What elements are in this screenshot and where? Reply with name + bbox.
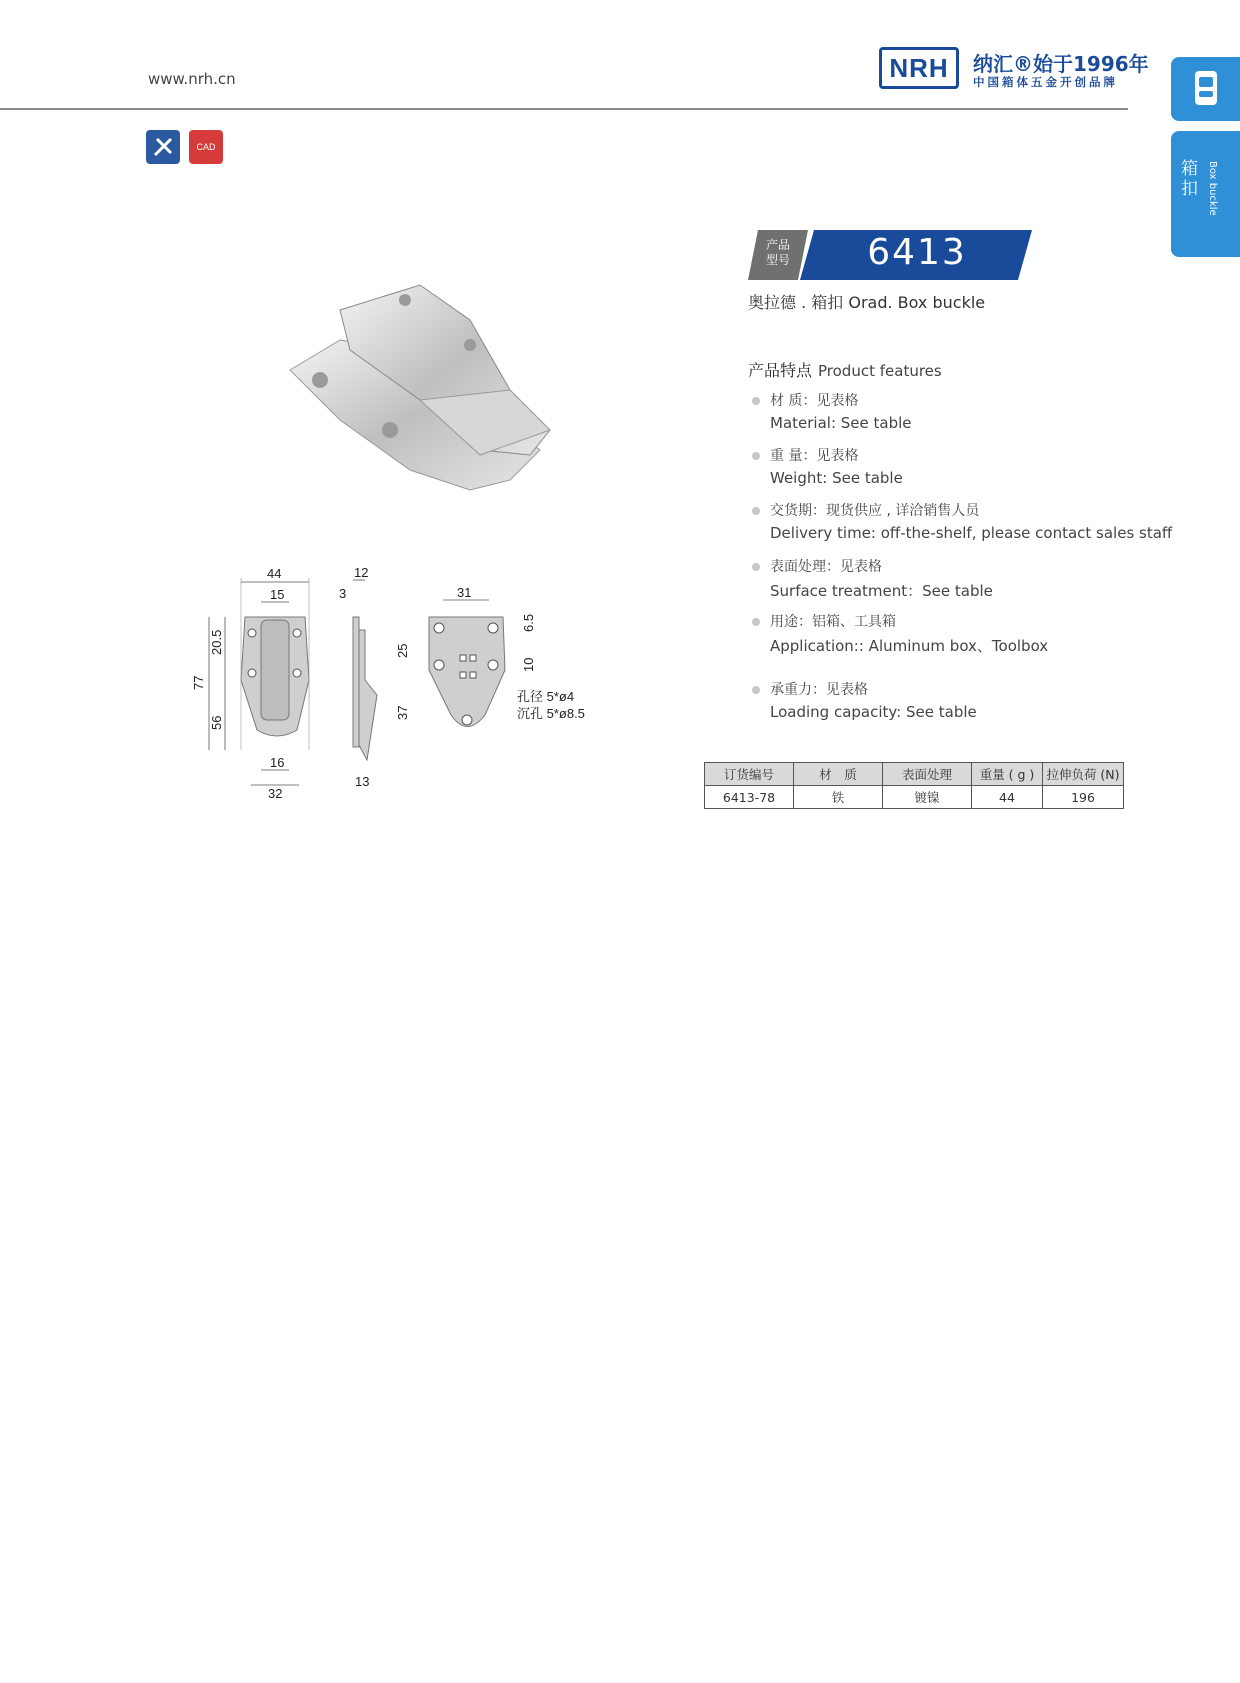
dim-56: 56 bbox=[209, 715, 224, 730]
cell-weight: 44 bbox=[972, 786, 1043, 809]
dim-25: 25 bbox=[395, 643, 410, 658]
dim-16: 16 bbox=[270, 755, 285, 770]
bullet-icon bbox=[752, 507, 760, 515]
cell-load: 196 bbox=[1043, 786, 1124, 809]
cell-order-no: 6413-78 bbox=[705, 786, 794, 809]
dim-31: 31 bbox=[457, 585, 472, 600]
feature-weight-zh: 重 量：见表格 bbox=[752, 445, 858, 465]
bullet-icon bbox=[752, 618, 760, 626]
side-tab-label-zh: 箱扣 bbox=[1181, 159, 1198, 199]
bullet-icon bbox=[752, 397, 760, 405]
table-header-row bbox=[705, 763, 1124, 786]
technical-drawing bbox=[185, 560, 605, 800]
feature-surface-en: Surface treatment：See table bbox=[770, 582, 993, 600]
header-divider bbox=[0, 108, 1128, 110]
dim-20-5: 20.5 bbox=[209, 629, 224, 655]
product-name: 奥拉德 . 箱扣 Orad. Box buckle bbox=[748, 293, 986, 312]
col-surface: 表面处理 bbox=[883, 763, 972, 786]
buckle-icon bbox=[1171, 57, 1240, 121]
side-tab-category[interactable] bbox=[1171, 131, 1240, 257]
feature-delivery-en: Delivery time: off-the-shelf, please contact sales staff bbox=[770, 524, 1173, 542]
col-weight: 重量 ( g ) bbox=[972, 763, 1043, 786]
side-tab-icon[interactable] bbox=[1171, 57, 1240, 121]
bullet-icon bbox=[752, 563, 760, 571]
bullet-icon bbox=[752, 452, 760, 460]
brand-logo: NRH bbox=[879, 47, 959, 89]
feature-delivery-zh: 交货期：现货供应 , 详洽销售人员 bbox=[752, 500, 979, 520]
cell-material: 铁 bbox=[794, 786, 883, 809]
hole-note-1: 孔径 5*ø4 bbox=[517, 689, 575, 704]
feature-surface-zh: 表面处理：见表格 bbox=[752, 556, 882, 576]
hole-note-2: 沉孔 5*ø8.5 bbox=[517, 706, 585, 721]
col-order-no: 订货编号 bbox=[705, 763, 794, 786]
feature-application-zh: 用途：铝箱、工具箱 bbox=[752, 611, 896, 631]
product-photo bbox=[280, 280, 620, 530]
feature-material-en: Material: See table bbox=[770, 414, 912, 432]
feature-loading-zh: 承重力：见表格 bbox=[752, 679, 868, 699]
dim-13: 13 bbox=[355, 774, 370, 789]
col-material: 材 质 bbox=[794, 763, 883, 786]
model-prefix-label: 产品 型号 bbox=[765, 238, 790, 267]
brand-slogan: 纳汇®始于1996年 bbox=[973, 52, 1149, 76]
dim-6-5: 6.5 bbox=[521, 613, 536, 632]
feature-material-zh: 材 质：见表格 bbox=[752, 390, 858, 410]
dim-10: 10 bbox=[521, 657, 536, 672]
cell-surface: 镀镍 bbox=[883, 786, 972, 809]
spec-table bbox=[704, 762, 1124, 809]
brand-tagline: 中国箱体五金开创品牌 bbox=[973, 75, 1118, 89]
bullet-icon bbox=[752, 686, 760, 694]
model-number: 6413 bbox=[867, 232, 967, 273]
feature-weight-en: Weight: See table bbox=[770, 469, 903, 487]
dim-15: 15 bbox=[270, 587, 285, 602]
cad-icon[interactable]: CAD bbox=[189, 130, 223, 164]
tools-icon[interactable] bbox=[146, 130, 180, 164]
feature-application-en: Application:: Aluminum box、Toolbox bbox=[770, 637, 1049, 655]
dim-44: 44 bbox=[267, 566, 282, 581]
site-url[interactable]: www.nrh.cn bbox=[148, 70, 236, 88]
dim-32: 32 bbox=[268, 786, 283, 800]
feature-loading-en: Loading capacity: See table bbox=[770, 703, 977, 721]
features-title: 产品特点 Product features bbox=[748, 361, 942, 380]
dim-12: 12 bbox=[354, 565, 369, 580]
col-load: 拉伸负荷 (N) bbox=[1043, 763, 1124, 786]
table-row bbox=[705, 786, 1124, 809]
dim-77: 77 bbox=[191, 675, 206, 690]
dim-37: 37 bbox=[395, 705, 410, 720]
side-tab-label-en: Box buckle bbox=[1207, 161, 1218, 216]
dim-3: 3 bbox=[339, 586, 347, 601]
